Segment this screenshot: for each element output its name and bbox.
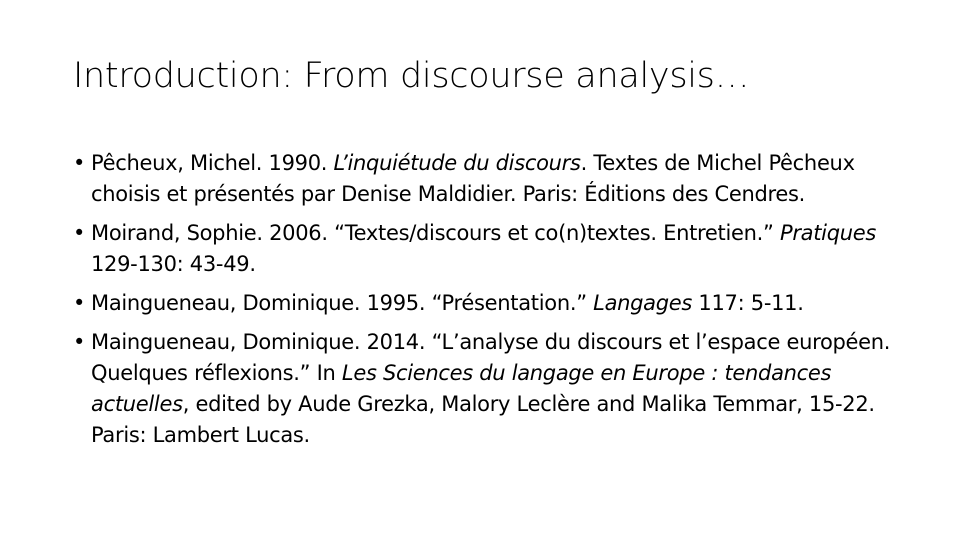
reference-text-pre: Pêcheux, Michel. 1990.	[91, 151, 334, 175]
reference-text-post: 117: 5-11.	[692, 291, 804, 315]
slide-title: Introduction: From discourse analysis…	[73, 56, 750, 96]
reference-item	[73, 218, 913, 280]
reference-text	[91, 288, 913, 319]
bullet-icon: •	[73, 330, 86, 354]
reference-text-post: , edited by Aude Grezka, Malory Leclère and Malika Temmar, 15-22. Paris: Lambert Lucas.	[91, 392, 875, 447]
reference-title-italic: Les Sciences du langage en Europe : tendances actuelles	[91, 361, 832, 416]
reference-text-pre: Maingueneau, Dominique. 2014. “L’analyse du discours et l’espace européen. Quelques réflexions.” In	[91, 330, 891, 385]
bullet-icon: •	[73, 221, 86, 245]
reference-list	[73, 148, 913, 459]
bullet-icon: •	[73, 151, 86, 175]
reference-item	[73, 288, 913, 319]
reference-text	[91, 148, 913, 210]
reference-title-italic: L’inquiétude du discours	[333, 151, 581, 175]
reference-text-post: 129-130: 43-49.	[91, 252, 256, 276]
reference-text	[91, 218, 913, 280]
reference-text-post: . Textes de Michel Pêcheux choisis et présentés par Denise Maldidier. Paris: Éditions des Cendres.	[91, 151, 855, 206]
reference-title-italic: Pratiques	[779, 221, 877, 245]
bullet-icon: •	[73, 291, 86, 315]
reference-text-pre: Maingueneau, Dominique. 1995. “Présentation.”	[91, 291, 594, 315]
reference-text	[91, 327, 913, 451]
reference-item	[73, 327, 913, 451]
reference-item	[73, 148, 913, 210]
reference-title-italic: Langages	[593, 291, 693, 315]
reference-text-pre: Moirand, Sophie. 2006. “Textes/discours et co(n)textes. Entretien.”	[91, 221, 780, 245]
